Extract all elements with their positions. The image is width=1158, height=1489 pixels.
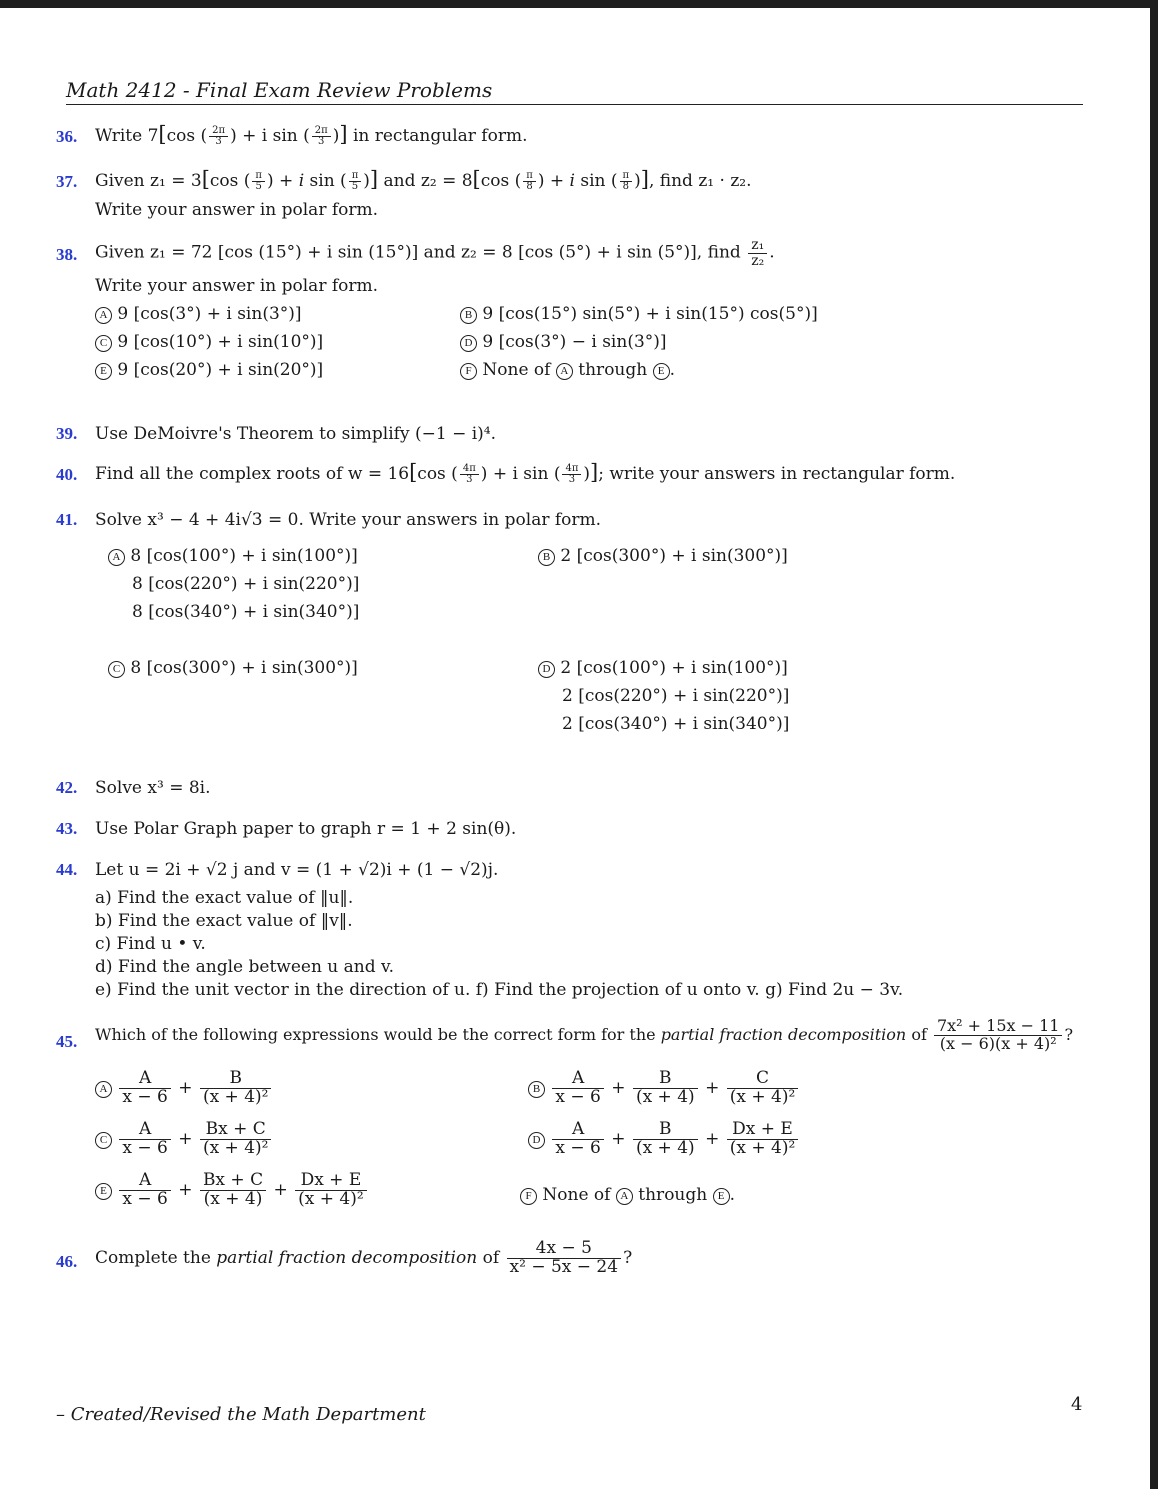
choice-38-F: F None of A through E . [460,360,675,380]
choice-45-F: F None of A through E . [520,1185,735,1205]
choice-41-D-line2: 2 [cos(220°) + i sin(220°)] [562,686,790,706]
choice-41-D: D 2 [cos(100°) + i sin(100°)] [538,658,788,678]
problem-41: Solve x³ − 4 + 4i√3 = 0. Write your answers in polar form. [95,510,602,530]
problem-44-number: 44. [56,860,78,879]
problem-40: Find all the complex roots of w = 16[cos ( $\frac{4\pi}{3}$ ) + i sin ( $\frac{4\pi}{3}$ )]; write your answers in rectangular form. [95,460,956,485]
problem-45-number: 45. [56,1032,78,1051]
problem-44-part-d: d) Find the angle between u and v. [95,957,395,977]
problem-44-part-b: b) Find the exact value of ‖v‖. [95,911,353,931]
page-title: Math 2412 - Final Exam Review Problems [66,78,493,102]
problem-39: Use DeMoivre's Theorem to simplify (−1 − i)⁴. [95,424,497,444]
problem-38-number: 38. [56,245,78,264]
header-rule [66,104,1083,105]
choice-45-D: D $\frac{A}{x - 6}$ + $\frac{B}{(x + 4)}$ + $\frac{Dx + E}{\text{(x + 4)²}}$ [528,1121,800,1158]
choice-38-C: C 9 [cos(10°) + i sin(10°)] [95,332,323,352]
problem-37: Given z₁ = 3[cos ( $\frac{\pi}{5}$ ) + i sin ( $\frac{\pi}{5}$ )] and z₂ = 8[cos ( $\frac{\pi}{8}$ ) + i sin ( $\frac{\pi}{8}$ )], find z₁ · z₂. [95,167,752,192]
choice-45-B: B $\frac{A}{x - 6}$ + $\frac{B}{(x + 4)}$ + $\frac{C}{\text{(x + 4)²}}$ [528,1070,800,1107]
problem-37-number: 37. [56,172,78,191]
choice-38-A: A 9 [cos(3°) + i sin(3°)] [95,304,302,324]
problem-42-number: 42. [56,778,78,797]
problem-40-number: 40. [56,465,78,484]
choice-45-C: C $\frac{A}{x - 6}$ + $\frac{Bx + C}{\text{(x + 4)²}}$ [95,1121,273,1158]
problem-41-number: 41. [56,510,78,529]
problem-36-number: 36. [56,127,78,146]
problem-45: Which of the following expressions would be the correct form for the partial fraction decomposition of $\frac{\text{7x² + 15x − 11}}{\text{(x − 6)(x + 4)²}}$ ? [95,1016,1074,1053]
right-border [1150,0,1158,1489]
choice-38-D: D 9 [cos(3°) − i sin(3°)] [460,332,667,352]
problem-43: Use Polar Graph paper to graph r = 1 + 2 sin(θ). [95,819,517,839]
problem-44-part-a: a) Find the exact value of ‖u‖. [95,888,354,908]
problem-39-number: 39. [56,424,78,443]
page-number: 4 [1071,1394,1083,1415]
choice-41-A-line3: 8 [cos(340°) + i sin(340°)] [132,602,360,622]
problem-46-number: 46. [56,1252,78,1271]
problem-36: Write 7[cos ( $\frac{2\pi}{3}$ ) + i sin ( $\frac{2\pi}{3}$ )] in rectangular form. [95,122,528,147]
problem-42: Solve x³ = 8i. [95,778,211,798]
problem-43-number: 43. [56,819,78,838]
problem-38-line2: Write your answer in polar form. [95,276,379,296]
choice-41-A-line2: 8 [cos(220°) + i sin(220°)] [132,574,360,594]
problem-44-part-c: c) Find u • v. [95,934,206,954]
choice-41-A: A 8 [cos(100°) + i sin(100°)] [108,546,358,566]
problem-38: Given z₁ = 72 [cos (15°) + i sin (15°)] and z₂ = 8 [cos (5°) + i sin (5°)], find $\frac{\text{z₁}}{\text{z₂}}$ . [95,237,775,269]
problem-44: Let u = 2i + √2 j and v = (1 + √2)i + (1 − √2)j. [95,860,499,880]
choice-41-B: B 2 [cos(300°) + i sin(300°)] [538,546,788,566]
choice-38-E: E 9 [cos(20°) + i sin(20°)] [95,360,323,380]
choice-45-E: E $\frac{A}{x - 6}$ + $\frac{Bx + C}{(x + 4)}$ + $\frac{Dx + E}{\text{(x + 4)²}}$ [95,1172,369,1209]
choice-41-C: C 8 [cos(300°) + i sin(300°)] [108,658,358,678]
problem-37-line2: Write your answer in polar form. [95,200,379,220]
choice-38-B: B 9 [cos(15°) sin(5°) + i sin(15°) cos(5°)] [460,304,818,324]
problem-44-part-e: e) Find the unit vector in the direction of u. f) Find the projection of u onto v. g) Find 2u − 3v. [95,980,904,1000]
footer-credit: – Created/Revised the Math Department [56,1404,426,1425]
top-border [0,0,1158,8]
choice-41-D-line3: 2 [cos(340°) + i sin(340°)] [562,714,790,734]
problem-46: Complete the partial fraction decomposition of $\frac{4x - 5}{\text{x² − 5x − 24}}$ ? [95,1238,633,1277]
choice-45-A: A $\frac{A}{x - 6}$ + $\frac{B}{\text{(x + 4)²}}$ [95,1070,273,1107]
